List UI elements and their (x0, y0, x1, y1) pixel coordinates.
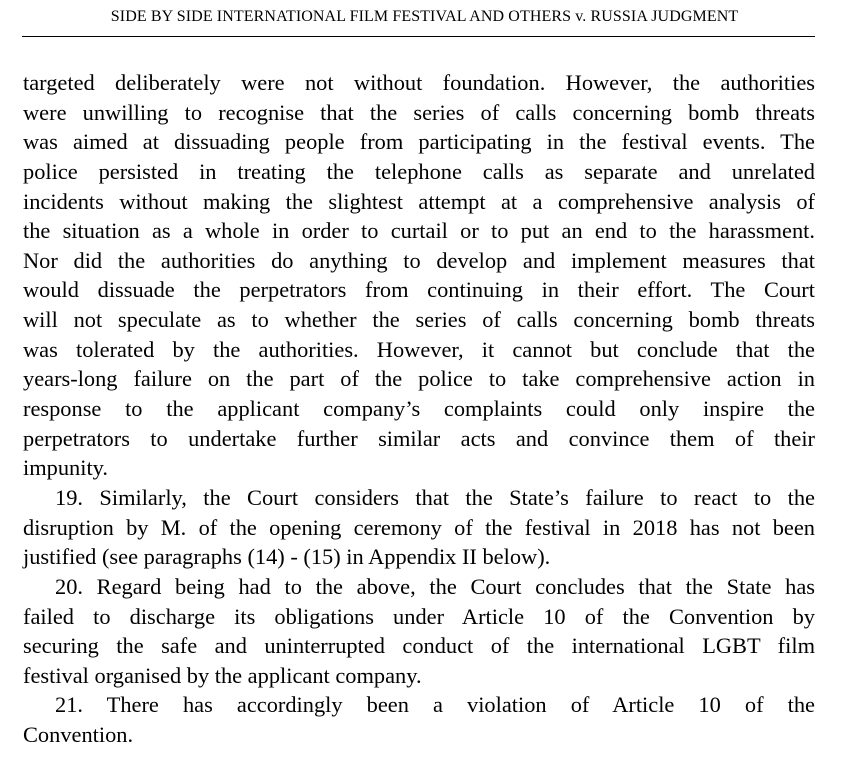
text-line: 21. There has accordingly been a violation of Article 10 of the (55, 692, 815, 718)
text-line: perpetrators to undertake further similar acts and convince them of their (23, 425, 815, 451)
text-line: Nor did the authorities do anything to develop and implement measures that (23, 247, 815, 273)
running-header: SIDE BY SIDE INTERNATIONAL FILM FESTIVAL AND OTHERS v. RUSSIA JUDGMENT (110, 8, 739, 25)
text-line: 19. Similarly, the Court considers that the State’s failure to react to the (55, 484, 815, 510)
text-line: Convention. (23, 722, 134, 748)
text-line: were unwilling to recognise that the series of calls concerning bomb threats (23, 99, 815, 125)
text-line: 20. Regard being had to the above, the Court concludes that the State has (55, 573, 815, 599)
judgment-body (23, 68, 815, 750)
text-line: festival organised by the applicant company. (23, 662, 422, 688)
paragraph-20 (23, 572, 815, 691)
text-line: securing the safe and uninterrupted conduct of the international LGBT film (23, 633, 815, 659)
text-line: failed to discharge its obligations under Article 10 of the Convention by (23, 603, 815, 629)
text-line: impunity. (23, 455, 109, 481)
text-line: response to the applicant company’s complaints could only inspire the (23, 396, 815, 422)
text-line: years-long failure on the part of the police to take comprehensive action in (23, 366, 815, 392)
text-line: targeted deliberately were not without foundation. However, the authorities (23, 70, 815, 95)
text-line: the situation as a whole in order to curtail or to put an end to the harassment. (23, 218, 815, 244)
text-line: would dissuade the perpetrators from continuing in their effort. The Court (23, 277, 815, 303)
text-line: was aimed at dissuading people from participating in the festival events. The (23, 129, 815, 155)
text-line: was tolerated by the authorities. However, it cannot but conclude that the (23, 336, 815, 362)
paragraph-21 (23, 690, 815, 749)
text-line: will not speculate as to whether the series of calls concerning bomb threats (23, 307, 815, 333)
text-line: incidents without making the slightest attempt at a comprehensive analysis of (23, 188, 815, 214)
text-line: disruption by M. of the opening ceremony of the festival in 2018 has not been (23, 514, 815, 540)
paragraph-19 (23, 483, 815, 572)
header-rule (22, 36, 815, 37)
text-line: justified (see paragraphs (14) - (15) in Appendix II below). (23, 544, 551, 570)
text-line: police persisted in treating the telephone calls as separate and unrelated (23, 158, 815, 184)
paragraph-18-continued (23, 68, 815, 483)
